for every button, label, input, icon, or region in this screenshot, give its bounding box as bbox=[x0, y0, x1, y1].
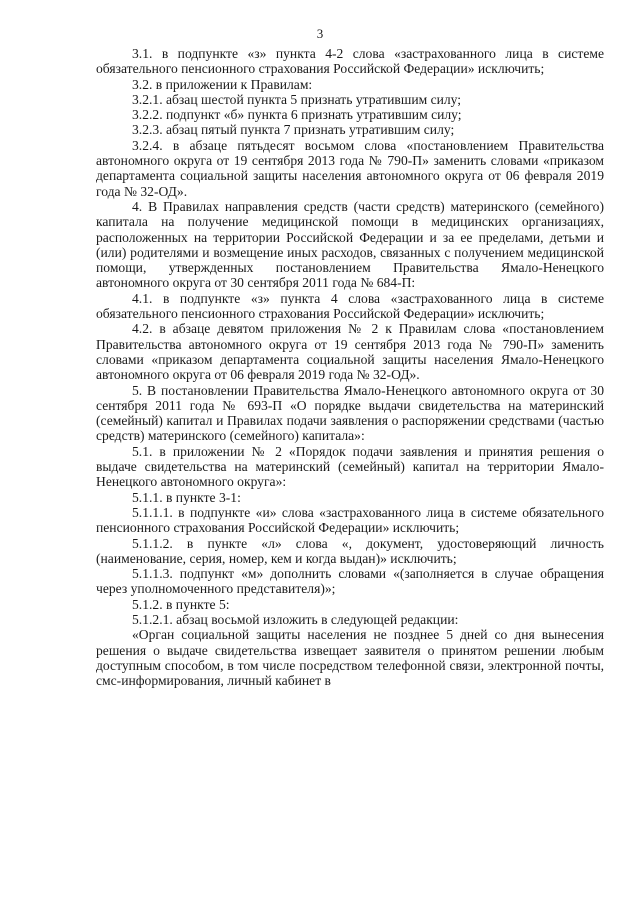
paragraph-4-1: 4.1. в подпункте «з» пункта 4 слова «застрахованного лица в системе обязательного пенсионного страхования Российской Федерации» исключить; bbox=[96, 290, 604, 322]
paragraph-3-2-2: 3.2.2. подпункт «б» пункта 6 признать утратившим силу; bbox=[132, 107, 462, 123]
paragraph-4-2: 4.2. в абзаце девятом приложения № 2 к Правилам слова «постановлением Правительства автономного округа от 19 сентября 2013 года № 790-П» заменить словами «приказом департамента социальной защиты населения Ямало-Ненецкого автономного округа от 06 февраля 2019 года № 32-ОД». bbox=[96, 321, 604, 383]
paragraph-4: 4. В Правилах направления средств (части средств) материнского (семейного) капитала на получение медицинской помощи в медицинских организациях, расположенных на территории Российской Федерации и за ее пределами, детьми и (или) родителями и возмещение иных расходов, связанных с получением медицинской помощи, утвержденных постановлением Правительства Ямало-Ненецкого автономного округа от 30 сентября 2011 года № 684-П: bbox=[96, 198, 604, 291]
paragraph-5-1-1-2: 5.1.1.2. в пункте «л» слова «, документ, удостоверяющий личность (наименование, серия, номер, кем и когда выдан)» исключить; bbox=[96, 535, 604, 566]
paragraph-3-2-1: 3.2.1. абзац шестой пункта 5 признать утратившим силу; bbox=[132, 91, 462, 107]
paragraph-5-1-2-1: 5.1.2.1. абзац восьмой изложить в следующей редакции: bbox=[132, 611, 459, 627]
paragraph-3-2: 3.2. в приложении к Правилам: bbox=[132, 76, 313, 92]
paragraph-5-1-1: 5.1.1. в пункте 3-1: bbox=[132, 489, 241, 505]
paragraph-3-2-3: 3.2.3. абзац пятый пункта 7 признать утратившим силу; bbox=[132, 122, 455, 138]
document-body bbox=[96, 46, 604, 688]
paragraph-5-1-1-1: 5.1.1.1. в подпункте «и» слова «застрахованного лица в системе обязательного пенсионного страхования Российской Федерации» исключить; bbox=[96, 504, 604, 536]
paragraph-3-1: 3.1. в подпункте «з» пункта 4-2 слова «застрахованного лица в системе обязательного пенсионного страхования Российской Федерации» исключить; bbox=[96, 46, 604, 77]
paragraph-5-1-1-3: 5.1.1.3. подпункт «м» дополнить словами «(заполняется в случае обращения через уполномоченного представителя)»; bbox=[96, 566, 604, 597]
paragraph-5-1-2: 5.1.2. в пункте 5: bbox=[132, 596, 230, 612]
paragraph-5: 5. В постановлении Правительства Ямало-Ненецкого автономного округа от 30 сентября 2011 года № 693-П «О порядке выдачи свидетельства на материнский (семейный) капитал и Правилах подачи заявления о распоряжении средствами (частью средств) материнского (семейного) капитала»: bbox=[96, 382, 604, 444]
paragraph-quote: «Орган социальной защиты населения не позднее 5 дней со дня вынесения решения о выдаче свидетельства извещает заявителя о принятом решении любым доступным способом, в том числе посредством телефонной связи, электронной почты, смс-информирования, личный кабинет в bbox=[96, 627, 604, 689]
page-number: 3 bbox=[316, 26, 324, 41]
paragraph-5-1: 5.1. в приложении № 2 «Порядок подачи заявления и принятия решения о выдаче свидетельства на материнский (семейный) капитал на территории Ямало-Ненецкого автономного округа»: bbox=[96, 443, 604, 490]
paragraph-3-2-4: 3.2.4. в абзаце пятьдесят восьмом слова «постановлением Правительства автономного округа от 19 сентября 2013 года № 790-П» заменить словами «приказом департамента социальной защиты населения автономного округа от 06 февраля 2019 года № 32-ОД». bbox=[96, 137, 604, 199]
